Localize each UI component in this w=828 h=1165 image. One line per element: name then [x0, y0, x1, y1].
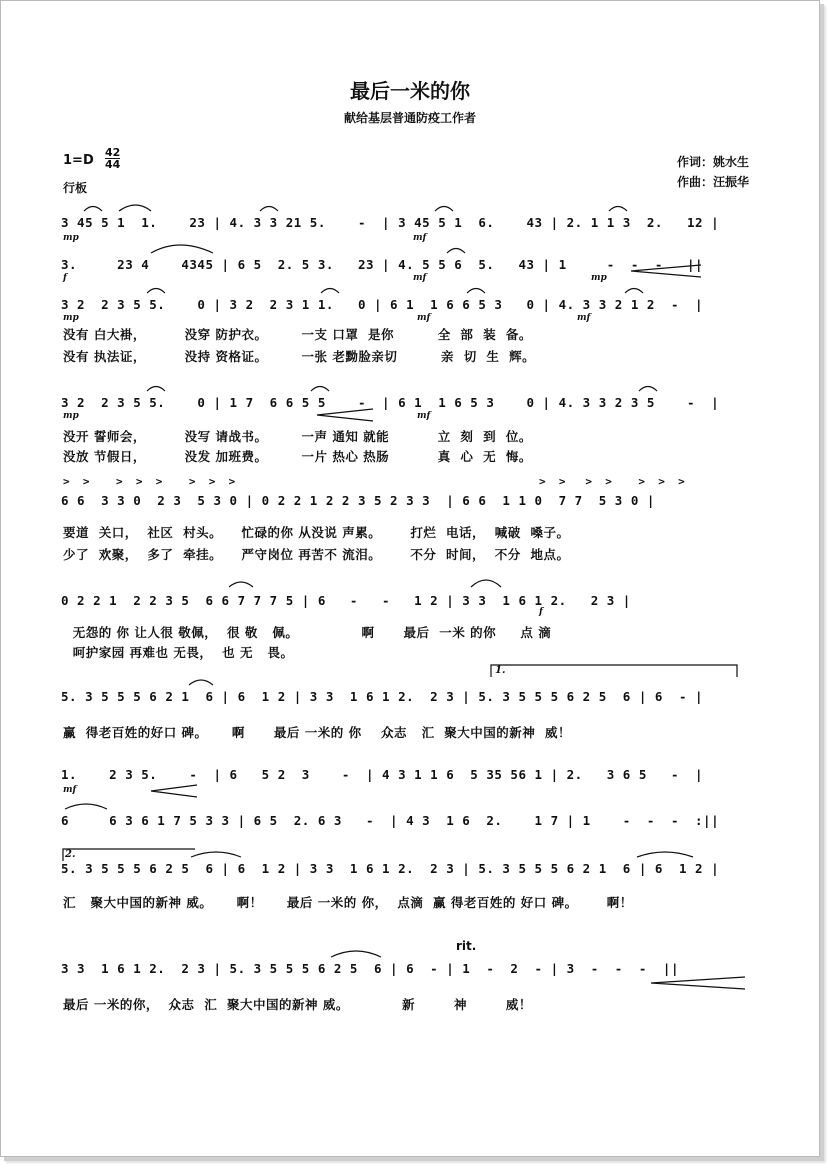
- dynamic-mark: f: [63, 273, 67, 283]
- accent-marks: > > > > > > > >: [63, 475, 236, 488]
- slur-mark: [191, 852, 241, 857]
- notation-line: 3 45 5 1 1. 23 | 4. 3 3 21 5. - | 3 45 5 1 6. 43 | 2. 1 1 3 2. 12 |: [61, 215, 720, 230]
- lyricist-credit: 作词：姚水生: [677, 155, 750, 169]
- notation-line: 0 2 2 1 2 2 3 5 6 6 7 7 7 5 | 6 - - 1 2 | 3 3 1 6 1 2. 2 3 |: [61, 593, 631, 608]
- slur-mark: [321, 289, 339, 294]
- dynamic-mark: f: [539, 607, 543, 617]
- notation-line: 3 2 2 3 5 5. 0 | 3 2 2 3 1 1. 0 | 6 1 1 6 6 5 3 0 | 4. 3 3 2 1 2 - |: [61, 297, 704, 312]
- crescendo-hairpin: [651, 977, 745, 989]
- notation-line: 6 6 3 6 1 7 5 3 3 | 6 5 2. 6 3 - | 4 3 1 6 2. 1 7 | 1 - - - :||: [61, 813, 720, 828]
- dynamic-mark: mf: [413, 273, 427, 283]
- dynamic-mark: mp: [63, 313, 79, 323]
- slur-mark: [311, 387, 329, 392]
- dynamic-mark: mf: [417, 411, 431, 421]
- lyric-line: 没有 白大褂， 没穿 防护衣。 一支 口罩 是你 全 部 装 备。: [63, 327, 532, 342]
- dynamic-mark: mp: [63, 233, 79, 243]
- slur-mark: [147, 387, 165, 392]
- dynamic-mark: mf: [413, 233, 427, 243]
- slur-mark: [435, 207, 453, 212]
- slur-mark: [147, 289, 165, 294]
- slur-mark: [84, 207, 102, 212]
- lyric-line: 要道 关口， 社区 村头。 忙碌的你 从没说 声累。 打烂 电话， 喊破 嗓子。: [63, 525, 570, 540]
- song-title: 最后一米的你: [350, 79, 470, 103]
- lyric-line: 汇 聚大中国的新神 威。 啊！ 最后 一米的 你， 点滴 赢 得老百姓的 好口 碑。 啊！: [63, 895, 633, 910]
- notation-line: 3 3 1 6 1 2. 2 3 | 5. 3 5 5 5 6 2 5 6 | 6 - | 1 - 2 - | 3 - - - ||: [61, 961, 679, 976]
- time-signature-top: 42: [105, 146, 121, 159]
- dynamic-mark: mf: [577, 313, 591, 323]
- slur-mark: [471, 580, 501, 587]
- accent-marks: > > > > > > >: [539, 475, 685, 488]
- slur-mark: [151, 245, 213, 253]
- dynamic-mark: mf: [417, 313, 431, 323]
- time-signature-bottom: 44: [105, 158, 121, 171]
- slur-mark: [625, 289, 643, 294]
- key-signature: 1=D: [63, 153, 94, 168]
- lyric-line: 没有 执法证， 没持 资格证。 一张 老黝脸亲切 亲 切 生 辉。: [63, 349, 536, 364]
- lyric-line: 没开 誓师会， 没写 请战书。 一声 通知 就能 立 刻 到 位。: [63, 429, 532, 444]
- lyric-line: 赢 得老百姓的好口 碑。 啊 最后 一米的 你 众志 汇 聚大中国的新神 威！: [63, 725, 572, 740]
- slur-mark: [637, 852, 693, 857]
- composer-credit: 作曲：汪振华: [677, 175, 750, 189]
- dynamic-mark: mf: [63, 785, 77, 795]
- notation-line: 5. 3 5 5 5 6 2 5 6 | 6 1 2 | 3 3 1 6 1 2. 2 3 | 5. 3 5 5 5 6 2 1 6 | 6 1 2 |: [61, 861, 720, 876]
- dynamic-mark: mp: [591, 273, 607, 283]
- ritardando-mark: rit.: [456, 939, 477, 953]
- notation-graphics: [1, 1, 819, 1156]
- lyric-line: 没放 节假日， 没发 加班费。 一片 热心 热肠 真 心 无 悔。: [63, 449, 532, 464]
- volta-bracket: [491, 665, 737, 677]
- lyric-line: 无怨的 你 让人很 敬佩， 很 敬 佩。 啊 最后 一米 的你 点 滴: [63, 625, 552, 640]
- lyric-line: 少了 欢聚， 多了 牵挂。 严守岗位 再苦不 流泪。 不分 时间， 不分 地点。: [63, 547, 570, 562]
- volta-bracket: [63, 849, 195, 861]
- lyric-line: 呵护家园 再难也 无畏， 也 无 畏。: [63, 645, 294, 660]
- volta-label: 2.: [65, 849, 76, 860]
- notation-line: 3. 23 4 4345 | 6 5 2. 5 3. 23 | 4. 5 5 6 5. 43 | 1 - - - ||: [61, 257, 704, 272]
- song-subtitle: 献给基层普通防疫工作者: [343, 111, 476, 125]
- lyric-line: 最后 一米的你， 众志 汇 聚大中国的新神 威。 新 神 威！: [63, 997, 532, 1012]
- slur-mark: [65, 804, 107, 809]
- crescendo-hairpin: [631, 265, 701, 277]
- slur-mark: [467, 289, 485, 294]
- slur-mark: [639, 387, 657, 392]
- notation-line: 1. 2 3 5. - | 6 5 2 3 - | 4 3 1 1 6 5 35 56 1 | 2. 3 6 5 - |: [61, 767, 704, 782]
- slur-mark: [119, 205, 151, 211]
- slur-mark: [609, 207, 627, 212]
- slur-mark: [229, 582, 253, 587]
- slur-mark: [331, 951, 381, 957]
- crescendo-hairpin: [317, 409, 373, 421]
- notation-line: 6 6 3 3 0 2 3 5 3 0 | 0 2 2 1 2 2 3 5 2 3 3 | 6 6 1 1 0 7 7 5 3 0 |: [61, 493, 655, 508]
- slur-mark: [260, 207, 278, 212]
- volta-label: 1.: [495, 665, 506, 676]
- notation-line: 3 2 2 3 5 5. 0 | 1 7 6 6 5 5 - | 6 1 1 6 5 3 0 | 4. 3 3 2 3 5 - |: [61, 395, 720, 410]
- dynamic-mark: mp: [63, 411, 79, 421]
- tempo-marking: 行板: [63, 181, 88, 195]
- slur-mark: [189, 680, 213, 685]
- slur-mark: [447, 249, 465, 254]
- crescendo-hairpin: [151, 785, 197, 797]
- notation-line: 5. 3 5 5 5 6 2 1 6 | 6 1 2 | 3 3 1 6 1 2. 2 3 | 5. 3 5 5 5 6 2 5 6 | 6 - |: [61, 689, 704, 704]
